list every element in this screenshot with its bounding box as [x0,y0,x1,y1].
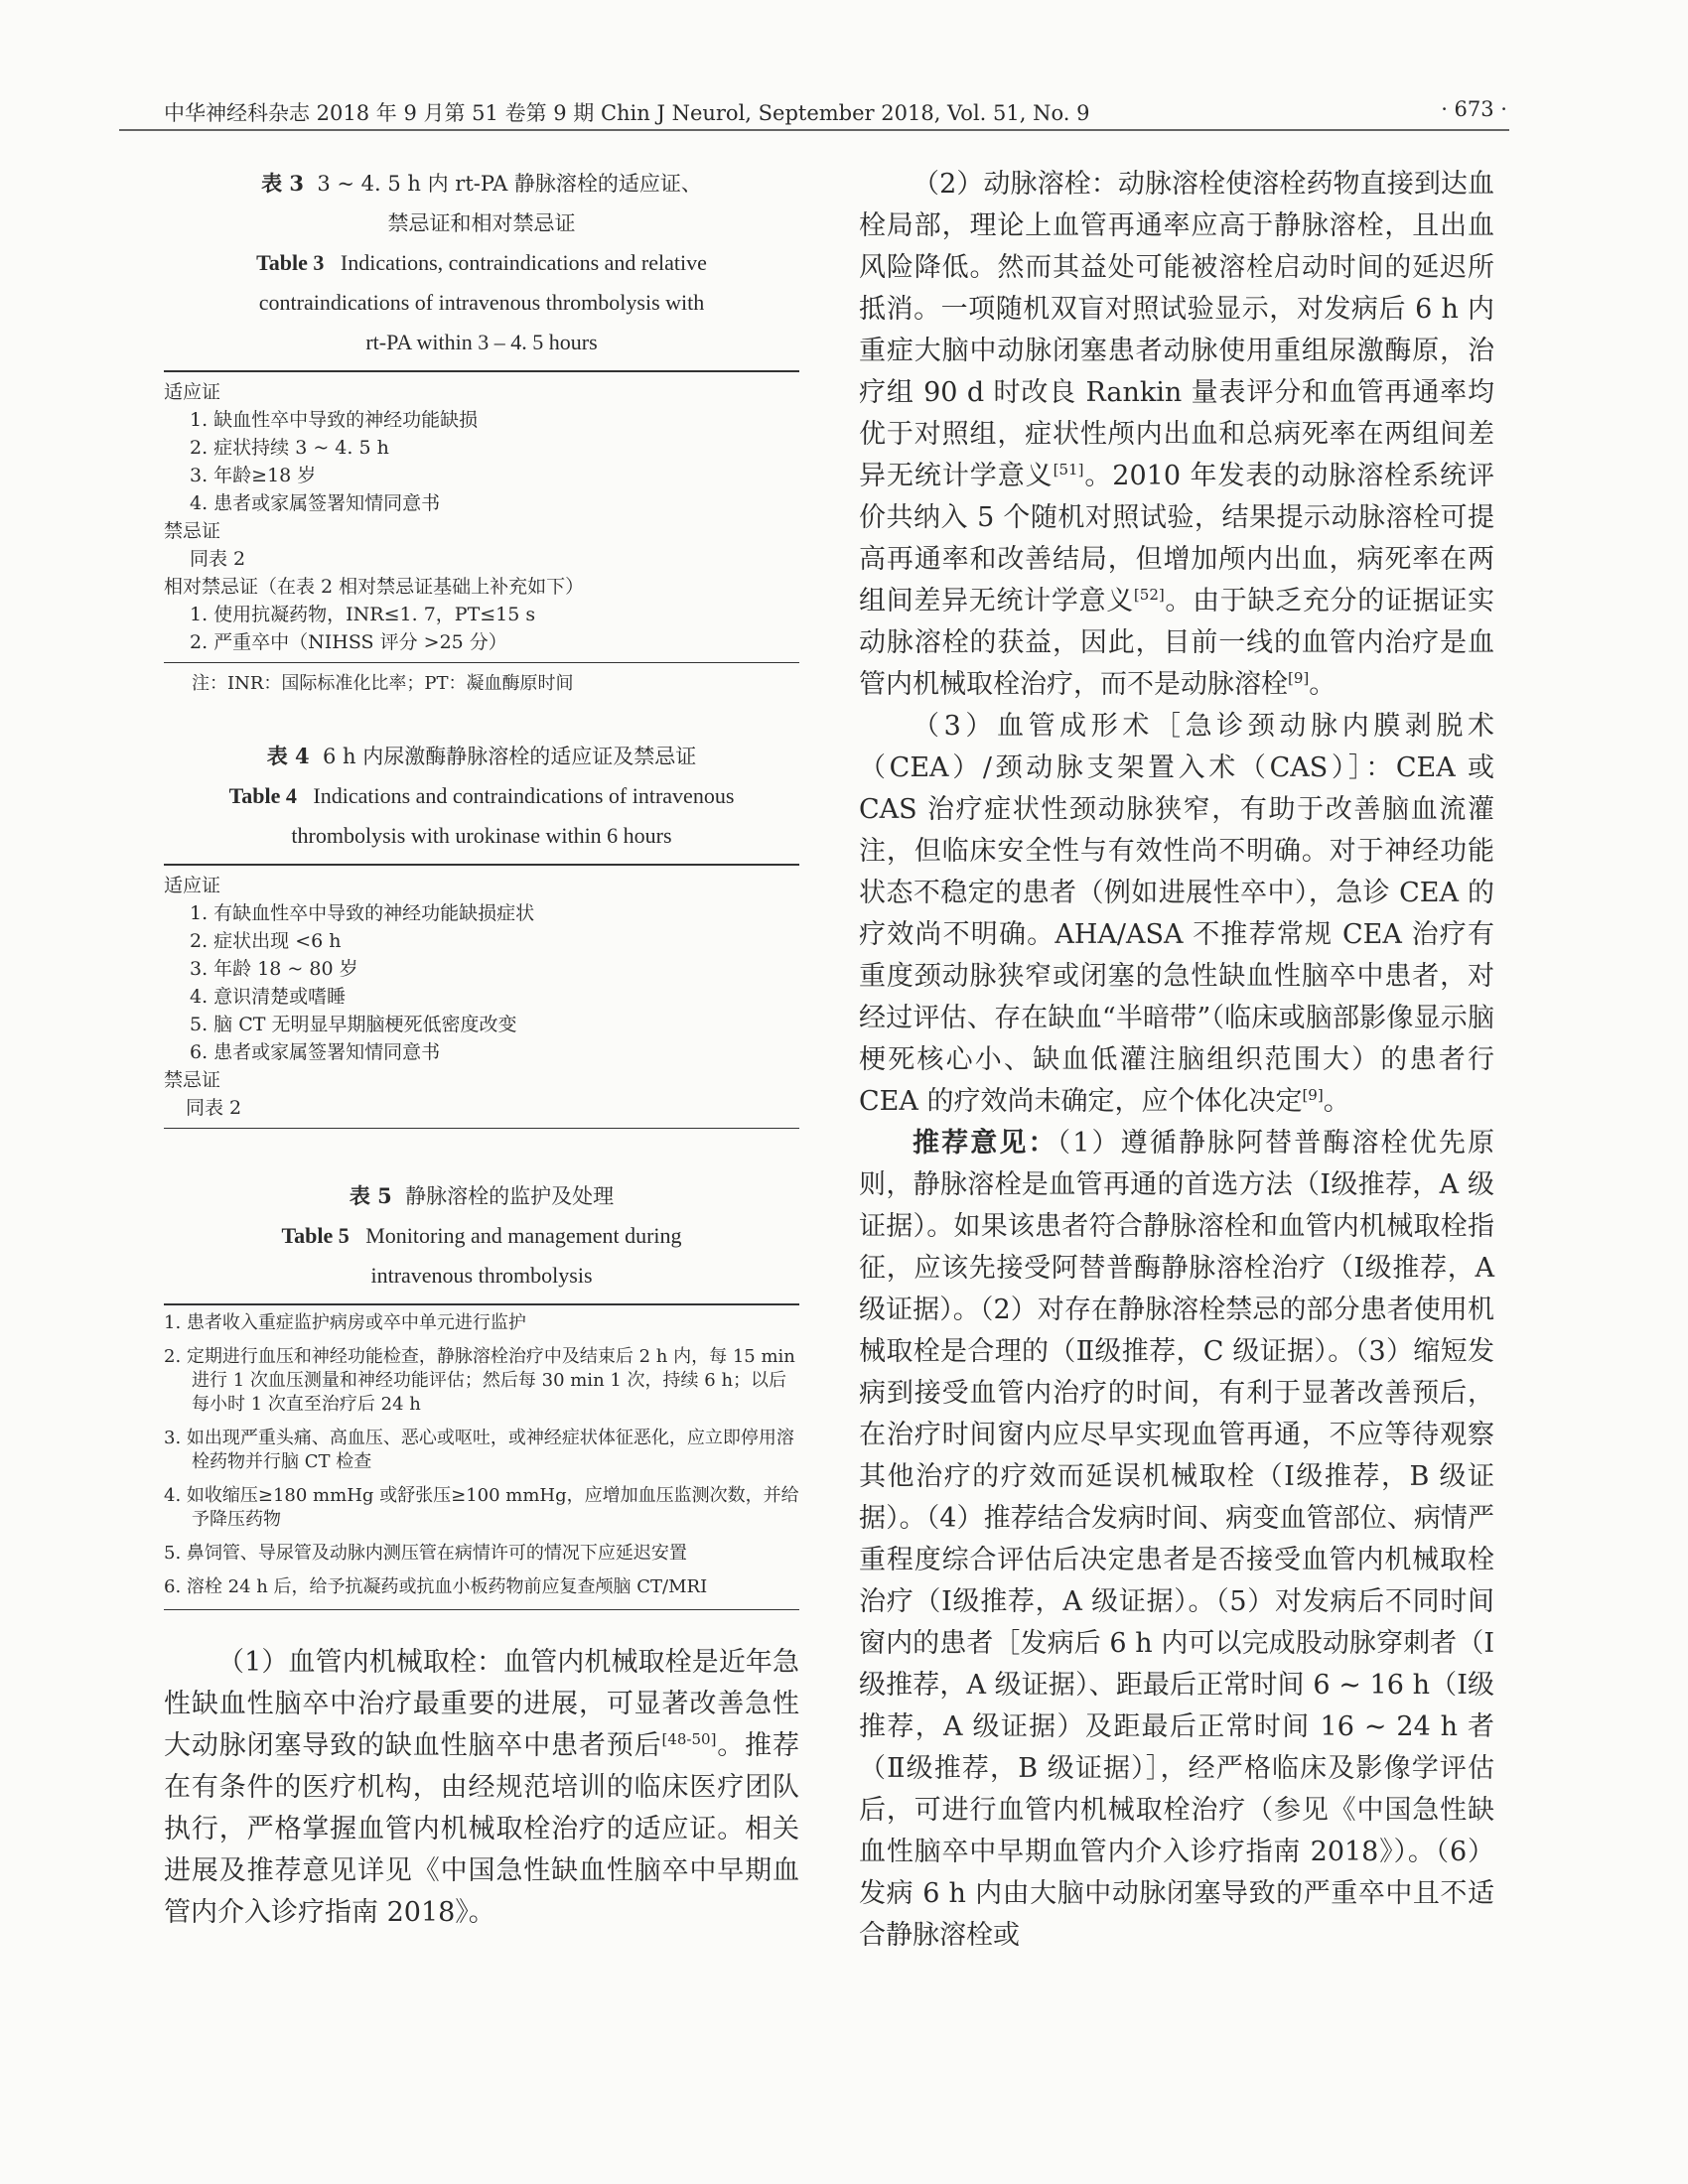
table-row: 1. 患者收入重症监护病房或卒中单元进行监护 [164,1312,526,1333]
citation-ref: [9] [1288,669,1310,687]
table-4-en-label: Table 4 [228,783,297,808]
header-rule [119,129,1509,131]
journal-citation: 中华神经科杂志 2018 年 9 月第 51 卷第 9 期 Chin J Neurol, September 2018, Vol. 51, No. 9 [164,101,1090,125]
table-5-en-title-1: Monitoring and management during [365,1223,682,1248]
table-row: 6. 患者或家属签署知情同意书 [190,1041,441,1063]
table-3-bottom-rule [164,662,799,663]
table-4 [164,737,799,1129]
table-5-caption [164,1176,799,1296]
table-row: 3. 年龄 18 ~ 80 岁 [190,958,358,980]
table-row: 3. 年龄≥18 岁 [190,465,317,486]
table-row: 1. 有缺血性卒中导致的神经功能缺损症状 [190,902,535,924]
table-3-en-title-3: rt-PA within 3 – 4. 5 hours [365,330,598,354]
table-3-en-label: Table 3 [256,250,325,275]
table-row: 4. 意识清楚或嗜睡 [190,986,347,1008]
table-row: 2. 症状持续 3 ~ 4. 5 h [190,437,389,459]
table-3 [164,164,799,697]
table-5 [164,1176,799,1610]
table-row: 同表 2 [190,548,246,570]
body-paragraph-mechanical-thrombectomy: （1）血管内机械取栓：血管内机械取栓是近年急性缺血性脑卒中治疗最重要的进展，可显著改善急性大动脉闭塞导致的缺血性脑卒中患者预后[48-50]。推荐在有条件的医疗机构，由经规范培训的临床医疗团队执行，严格掌握血管内机械取栓治疗的适应证。相关进展及推荐意见详见《中国急性缺血性脑卒中早期血管内介入诊疗指南 2018》。 [164,1647,799,1928]
table-3-en-title-2: contraindications of intravenous thrombolysis with [258,290,705,315]
table-row: 2. 严重卒中（NIHSS 评分 >25 分） [190,631,507,653]
table-row: 禁忌证 [164,520,221,542]
table-row: 适应证 [164,875,221,896]
table-row: 1. 使用抗凝药物，INR≤1. 7，PT≤15 s [190,604,536,625]
table-row: 6. 溶栓 24 h 后，给予抗凝药或抗血小板药物前应复查颅脑 CT/MRI [164,1576,708,1597]
table-3-note: 注：INR：国际标准化比率；PT：凝血酶原时间 [192,673,574,694]
table-3-cn-title-2: 禁忌证和相对禁忌证 [387,211,576,235]
table-row: 适应证 [164,381,221,403]
table-3-top-rule [164,370,799,372]
right-column [859,164,1494,1957]
left-column [164,164,799,1934]
table-4-top-rule [164,864,799,866]
body-paragraph-angioplasty: （3）血管成形术［急诊颈动脉内膜剥脱术（CEA）/颈动脉支架置入术（CAS）］：CEA 或 CAS 治疗症状性颈动脉狭窄，有助于改善脑血流灌注，但临床安全性与有效性尚不明确。对于神经功能状态不稳定的患者（例如进展性卒中），急诊 CEA 的疗效尚不明确。AHA/ASA 不推荐常规 CEA 治疗有重度颈动脉狭窄或闭塞的急性缺血性脑卒中患者，对经过评估、存在缺血“半暗带”（临床或脑部影像显示脑梗死核心小、缺血低灌注脑组织范围大）的患者行 CEA 的疗效尚未确定，应个体化决定[9]。 [859,711,1494,1117]
citation-ref: [48-50] [661,1730,717,1748]
citation-ref: [9] [1302,1086,1324,1104]
page-number: · 673 · [1441,97,1507,121]
table-row: 相对禁忌证（在表 2 相对禁忌证基础上补充如下） [164,576,585,598]
running-header [164,97,1507,127]
citation-ref: [51] [1053,461,1084,478]
table-4-en-title-2: thrombolysis with urokinase within 6 hours [291,823,672,848]
body-paragraph-arterial-thrombolysis: （2）动脉溶栓：动脉溶栓使溶栓药物直接到达血栓局部，理论上血管再通率应高于静脉溶栓，且出血风险降低。然而其益处可能被溶栓启动时间的延迟所抵消。一项随机双盲对照试验显示，对发病后 6 h 内重症大脑中动脉闭塞患者动脉使用重组尿激酶原，治疗组 90 d 时改良 Rankin 量表评分和血管再通率均优于对照组，症状性颅内出血和总病死率在两组间差异无统计学意义[51]。2010 年发表的动脉溶栓系统评价共纳入 5 个随机对照试验，结果提示动脉溶栓可提高再通率和改善结局，但增加颅内出血，病死率在两组间差异无统计学意义[52]。由于缺乏充分的证据证实动脉溶栓的获益，因此，目前一线的血管内治疗是血管内机械取栓治疗，而不是动脉溶栓[9]。 [859,169,1495,700]
table-row: 2. 症状出现 <6 h [190,930,342,952]
table-5-cn-title: 静脉溶栓的监护及处理 [405,1184,615,1208]
table-5-top-rule [164,1303,799,1305]
table-3-cn-label: 表 3 [261,171,305,196]
table-row: 5. 鼻饲管、导尿管及动脉内测压管在病情许可的情况下应延迟安置 [164,1543,687,1564]
table-5-cn-label: 表 5 [349,1183,392,1208]
table-row: 4. 如收缩压≥180 mmHg 或舒张压≥100 mmHg，应增加血压监测次数，并给予降压药物 [164,1485,799,1530]
table-5-en-title-2: intravenous thrombolysis [370,1263,593,1288]
table-3-en-title-1: Indications, contraindications and relative [340,250,707,275]
table-row: 3. 如出现严重头痛、高血压、恶心或呕吐，或神经症状体征恶化，应立即停用溶栓药物并行脑 CT 检查 [164,1428,794,1472]
table-4-cn-title: 6 h 内尿激酶静脉溶栓的适应证及禁忌证 [323,745,697,768]
table-3-cn-title-1: 3 ~ 4. 5 h 内 rt-PA 静脉溶栓的适应证、 [317,172,702,196]
table-row: 同表 2 [186,1097,242,1119]
table-row: 2. 定期进行血压和神经功能检查，静脉溶栓治疗中及结束后 2 h 内，每 15 min 进行 1 次血压测量和神经功能评估；然后每 30 min 1 次，持续 6 h；以后每小时 1 次直至治疗后 24 h [164,1346,795,1415]
table-row: 1. 缺血性卒中导致的神经功能缺损 [190,409,479,431]
table-4-en-title-1: Indications and contraindications of intravenous [313,783,735,808]
table-5-en-label: Table 5 [281,1223,350,1248]
citation-ref: [52] [1133,586,1165,604]
table-4-bottom-rule [164,1128,799,1129]
table-row: 5. 脑 CT 无明显早期脑梗死低密度改变 [190,1014,517,1035]
table-4-cn-label: 表 4 [266,744,310,768]
body-paragraph-recommendations: 推荐意见：（1）遵循静脉阿替普酶溶栓优先原则，静脉溶栓是血管再通的首选方法（Ⅰ级推荐，A 级证据）。如果该患者符合静脉溶栓和血管内机械取栓指征，应该先接受阿替普酶静脉溶栓治疗（Ⅰ级推荐，A 级证据）。（2）对存在静脉溶栓禁忌的部分患者使用机械取栓是合理的（Ⅱ级推荐，C 级证据）。（3）缩短发病到接受血管内治疗的时间，有利于显著改善预后，在治疗时间窗内应尽早实现血管再通，不应等待观察其他治疗的疗效而延误机械取栓（Ⅰ级推荐，B 级证据）。（4）推荐结合发病时间、病变血管部位、病情严重程度综合评估后决定患者是否接受血管内机械取栓治疗（Ⅰ级推荐，A 级证据）。（5）对发病后不同时间窗内的患者［发病后 6 h 内可以完成股动脉穿刺者（Ⅰ级推荐，A 级证据）、距最后正常时间 6 ~ 16 h（Ⅰ级推荐，A 级证据）及距最后正常时间 16 ~ 24 h 者（Ⅱ级推荐，B 级证据）］，经严格临床及影像学评估后，可进行血管内机械取栓治疗（参见《中国急性缺血性脑卒中早期血管内介入诊疗指南 2018》）。（6）发病 6 h 内由大脑中动脉闭塞导致的严重卒中且不适合静脉溶栓或 [859,1128,1494,1951]
table-5-bottom-rule [164,1609,799,1610]
table-3-caption [164,164,799,362]
table-row: 禁忌证 [164,1069,221,1091]
table-4-caption [164,737,799,856]
recommendations-heading: 推荐意见： [913,1128,1057,1159]
table-row: 4. 患者或家属签署知情同意书 [190,492,441,514]
